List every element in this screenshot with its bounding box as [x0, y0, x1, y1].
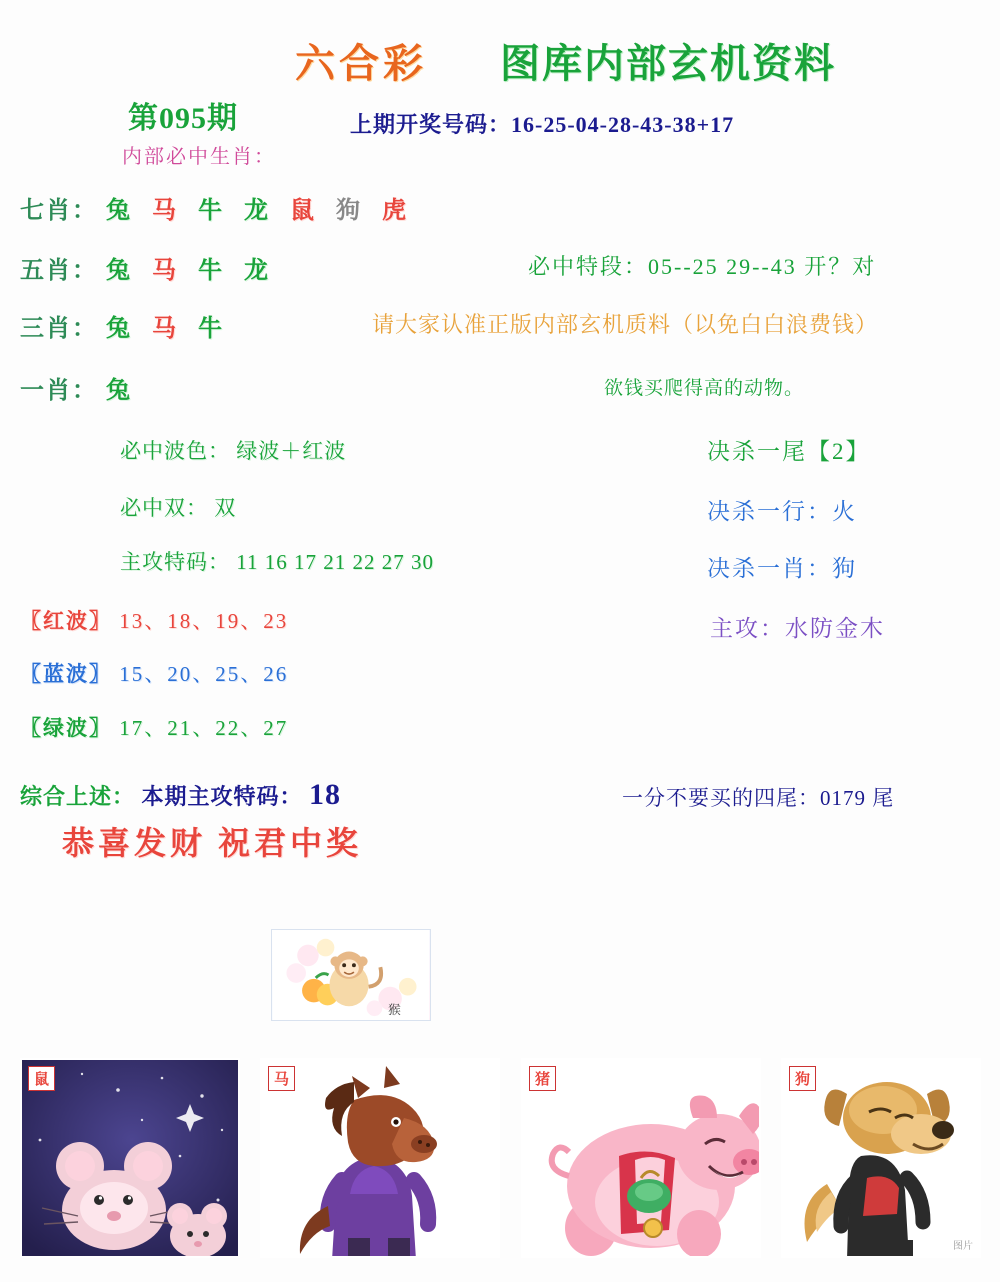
wave-tag: 〖红波〗	[20, 609, 112, 633]
kill-row-text: 决杀一行：火	[707, 499, 857, 524]
wave-numbers: 15、20、25、26	[119, 662, 289, 686]
riddle-hint-text: 欲钱买爬得高的动物。	[604, 378, 805, 399]
kill-tail-text: 决杀一尾【2】	[707, 439, 871, 464]
image-card-pig	[521, 1058, 761, 1258]
wave-numbers: 13、18、19、23	[119, 609, 289, 633]
zodiac-item: 牛	[198, 316, 224, 342]
zodiac-row-seven	[20, 190, 420, 225]
wave-row-red	[20, 605, 288, 635]
summary-main-number: 18	[309, 778, 342, 811]
zodiac-item: 龙	[244, 198, 270, 224]
wave-color-row	[120, 435, 346, 465]
page-title-main: 图库内部玄机资料	[500, 41, 836, 86]
zodiac-item: 兔	[106, 258, 132, 284]
previous-draw-numbers: 上期开奖号码：16-25-04-28-43-38+17	[350, 112, 735, 137]
zodiac-row-label: 五肖：	[20, 258, 98, 284]
zodiac-item: 兔	[106, 378, 132, 404]
zodiac-row-five	[20, 250, 282, 285]
summary-middle-label: 本期主攻特码：	[141, 784, 303, 809]
wave-color-label: 必中波色：	[120, 439, 230, 463]
main-special-codes-label: 主攻特码：	[120, 550, 230, 574]
kill-zodiac-text: 决杀一肖：狗	[707, 556, 857, 581]
page-title-lottery: 六合彩	[295, 41, 427, 86]
monkey-illustration	[272, 930, 430, 1020]
blessing-text: 恭喜发财 祝君中奖	[62, 825, 363, 861]
zodiac-item: 马	[152, 198, 178, 224]
notice-text: 请大家认准正版内部玄机质料（以免白白浪费钱）	[372, 312, 879, 337]
odd-even-row	[120, 492, 236, 522]
section-subtitle: 内部必中生肖：	[122, 146, 276, 168]
odd-even-value: 双	[214, 496, 237, 520]
wave-tag: 〖绿波〗	[20, 716, 112, 740]
image-card-horse	[260, 1058, 500, 1258]
image-card-monkey	[271, 929, 431, 1021]
zodiac-row-three	[20, 308, 236, 343]
pig-illustration	[523, 1060, 761, 1258]
summary-line	[20, 778, 341, 812]
issue-number: 第095期	[128, 102, 238, 135]
zodiac-item: 牛	[198, 258, 224, 284]
svg-text:猴: 猴	[388, 1002, 401, 1018]
zodiac-row-label: 七肖：	[20, 198, 98, 224]
card-tag-horse: 马	[268, 1066, 295, 1091]
zodiac-item: 马	[152, 258, 178, 284]
odd-even-label: 必中双：	[120, 496, 208, 520]
main-attack-text: 主攻：水防金木	[710, 616, 885, 641]
watermark-text: 图片	[953, 1241, 973, 1252]
image-card-rat	[20, 1058, 240, 1258]
special-range-text: 必中特段：05--25 29--43 开？对	[528, 254, 877, 279]
zodiac-item: 兔	[106, 198, 132, 224]
wave-numbers: 17、21、22、27	[119, 716, 289, 740]
wave-row-blue	[20, 658, 288, 688]
horse-illustration	[262, 1060, 500, 1258]
zodiac-item: 马	[152, 316, 178, 342]
card-tag-dog: 狗	[789, 1066, 816, 1091]
main-special-codes-row	[120, 546, 434, 576]
zodiac-row-label: 三肖：	[20, 316, 98, 342]
zodiac-item: 兔	[106, 316, 132, 342]
avoid-tails-text: 一分不要买的四尾：0179 尾	[622, 786, 895, 810]
image-card-dog	[781, 1058, 981, 1258]
zodiac-item: 鼠	[290, 198, 316, 224]
zodiac-item: 虎	[382, 198, 408, 224]
zodiac-item: 龙	[244, 258, 270, 284]
summary-label: 综合上述：	[20, 784, 136, 809]
zodiac-item: 牛	[198, 198, 224, 224]
main-special-codes-value: 11 16 17 21 22 27 30	[236, 550, 434, 574]
zodiac-row-one	[20, 370, 144, 405]
card-tag-rat: 鼠	[28, 1066, 55, 1091]
wave-row-green	[20, 712, 288, 742]
zodiac-item: 狗	[336, 198, 362, 224]
wave-color-value: 绿波＋红波	[236, 439, 347, 463]
wave-tag: 〖蓝波〗	[20, 662, 112, 686]
card-tag-pig: 猪	[529, 1066, 556, 1091]
zodiac-row-label: 一肖：	[20, 378, 98, 404]
